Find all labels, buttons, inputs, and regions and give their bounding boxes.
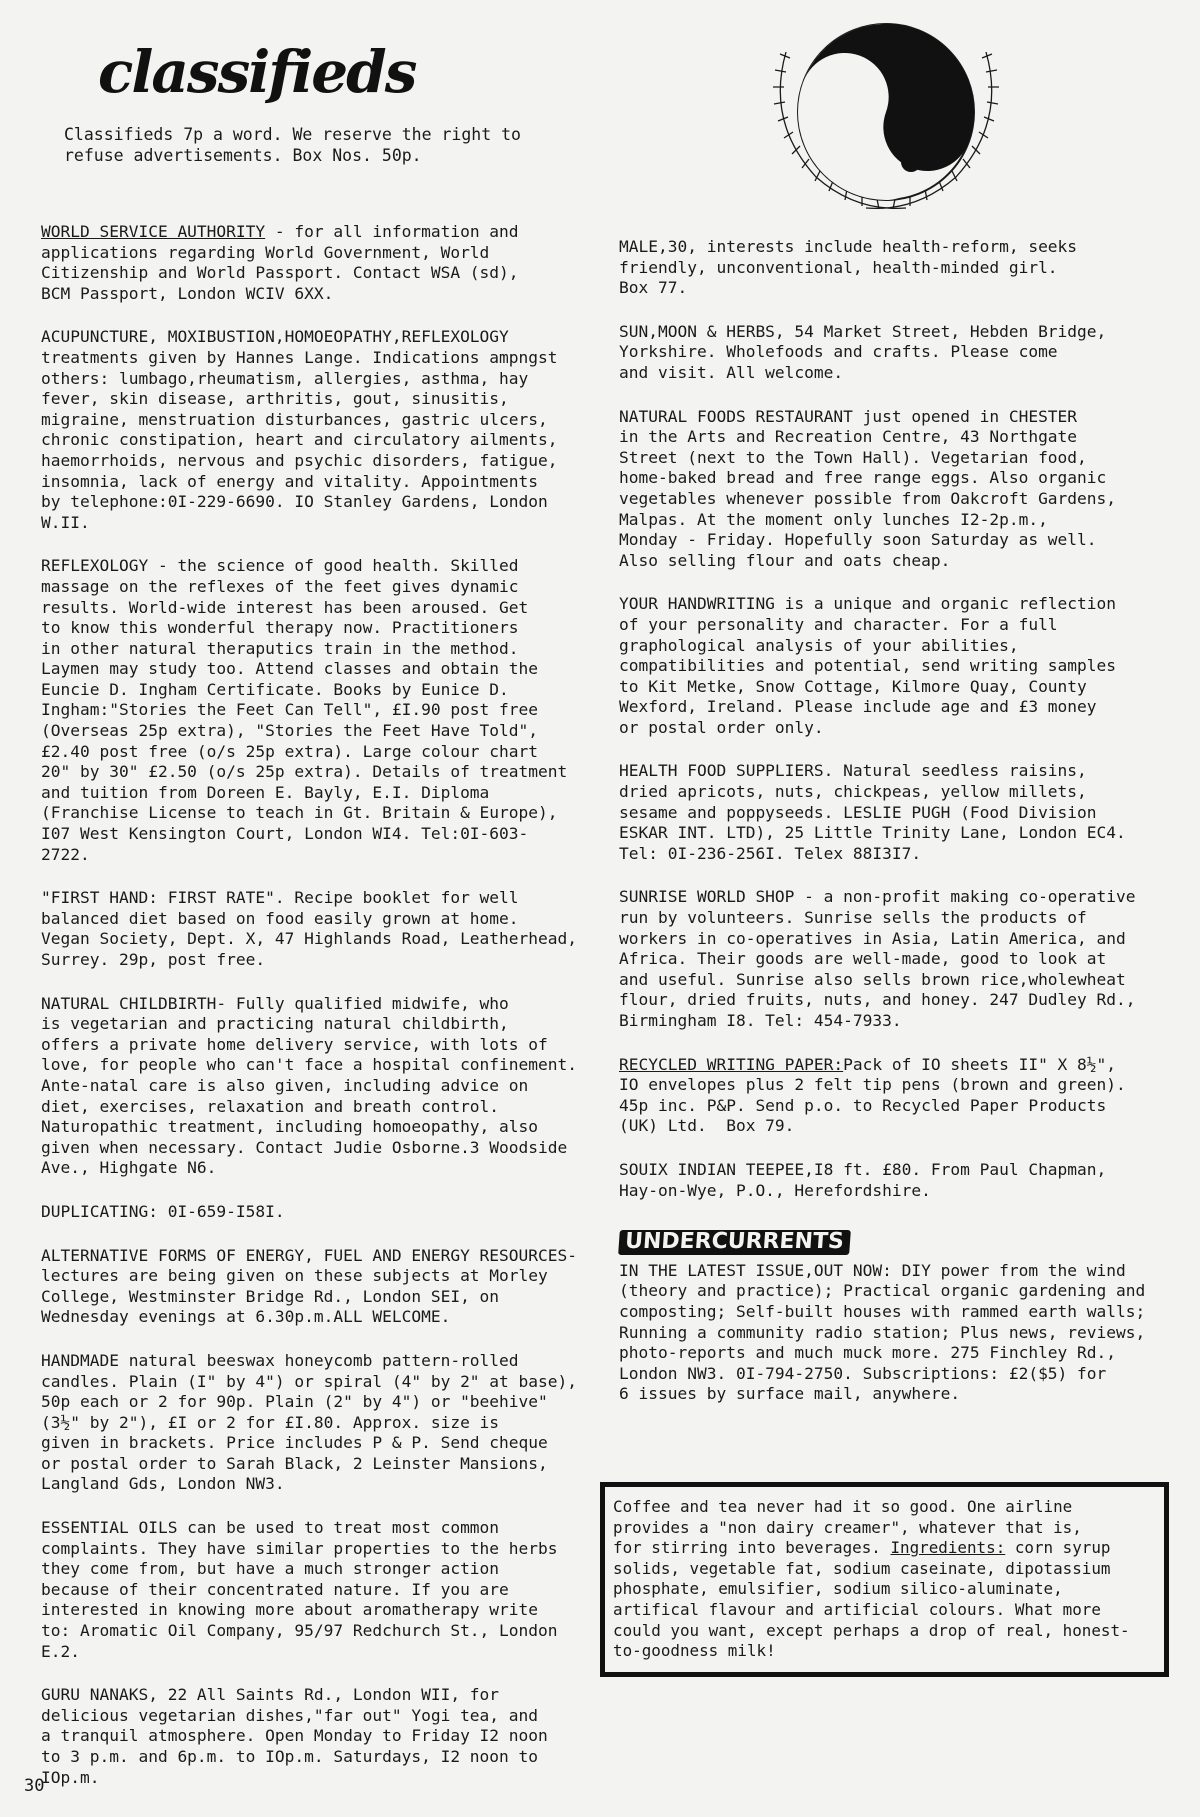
classified-ad: SOUIX INDIAN TEEPEE,I8 ft. £80. From Paul Chapman, Hay-on-Wye, P.O., Herefordshire. — [619, 1159, 1107, 1200]
classified-ad: SUN,MOON & HERBS, 54 Market Street, Hebden Bridge, Yorkshire. Wholefoods and crafts. Please come and visit. All welcome. — [619, 321, 1107, 382]
classified-ad: GURU NANAKS, 22 All Saints Rd., London WII, for delicious vegetarian dishes,"far out" Yogi tea, and a tranquil atmosphere. Open Monday to Friday I2 noon to 3 p.m. and 6p.m. to IOp.m. Saturdays, I2 noon to IOp.m. — [41, 1685, 548, 1787]
classified-ad — [41, 222, 601, 304]
classified-ad: YOUR HANDWRITING is a unique and organic reflection of your personality and character. For a full graphological analysis of your abilities, compatibilities and potential, send writing samples to Kit Metke, Snow Cottage, Kilmore Quay, County Wexford, Ireland. Please include age and £3 money or postal order only. — [619, 594, 1117, 737]
ad-lead: RECYCLED WRITING PAPER: — [619, 1054, 844, 1074]
boxed-note-text: Coffee and tea never had it so good. One airline provides a "non dairy creamer", whatever that is, for stirring into beverages. — [613, 1497, 1082, 1558]
ad-text: - for all information and applications regarding World Government, World Citizenship and World Passport. Contact WSA (sd), BCM Passport, London WCIV 6XX. — [41, 222, 519, 303]
undercurrents-logo: UNDERCURRENTS — [618, 1230, 850, 1255]
boxed-note — [600, 1482, 1169, 1677]
left-column — [41, 222, 601, 1811]
classified-ad: HEALTH FOOD SUPPLIERS. Natural seedless raisins, dried apricots, nuts, chickpeas, yellow millets, sesame and poppyseeds. LESLIE PUGH (Food Division ESKAR INT. LTD), 25 Little Trinity Lane, London EC4. Tel: 0I-236-256I. Telex 88I3I7. — [619, 761, 1126, 863]
classified-ad: DUPLICATING: 0I-659-I58I. — [41, 1201, 285, 1221]
classified-ad: ACUPUNCTURE, MOXIBUSTION,HOMOEOPATHY,REFLEXOLOGY treatments given by Hannes Lange. Indications ampngst others: lumbago,rheumatism, allergies, asthma, hay fever, skin disease, arthritis, gout, sinusitis, migraine, menstruation disturbances, gastric ulcers, chronic constipation, heart and circulatory ailments, haemorrhoids, nervous and psychic disorders, fatigue, insomnia, lack of energy and vitality. Appointments by telephone:0I-229-6690. IO Stanley Gardens, London W.II. — [41, 327, 558, 532]
ingredients-label: Ingredients: — [890, 1538, 1006, 1558]
intro-note: Classifieds 7p a word. We reserve the right to refuse advertisements. Box Nos. 50p. — [64, 125, 521, 165]
classified-ad: NATURAL CHILDBIRTH- Fully qualified midwife, who is vegetarian and practicing natural childbirth, offers a private home delivery service, with lots of love, for people who can't face a hospital confinement. Ante-natal care is also given, including advice on diet, exercises, relaxation and breath control. Naturopathic treatment, including homoeopathy, also given when necessary. Contact Judie Osborne.3 Woodside Ave., Highgate N6. — [41, 993, 578, 1178]
ad-lead: WORLD SERVICE AUTHORITY — [41, 222, 266, 241]
page-number: 30 — [24, 1776, 45, 1796]
yin-yang-wreath-icon — [756, 12, 1016, 222]
classified-ad: ALTERNATIVE FORMS OF ENERGY, FUEL AND ENERGY RESOURCES- lectures are being given on these subjects at Morley College, Westminster Bridge Rd., London SEI, on Wednesday evenings at 6.30p.m.ALL WELCOME. — [41, 1245, 578, 1327]
classified-ad: MALE,30, interests include health-reform, seeks friendly, unconventional, health-minded girl. Box 77. — [619, 237, 1078, 298]
classified-ad: HANDMADE natural beeswax honeycomb pattern-rolled candles. Plain (I" by 4") or spiral (4" by 2" at base), 50p each or 2 for 90p. Plain (2" by 4") or "beehive" (3½" by 2"), £I or 2 for £I.80. Approx. size is given in brackets. Price includes P & P. Send cheque or postal order to Sarah Black, 2 Leinster Mansions, Langland Gds, London NW3. — [41, 1350, 578, 1494]
classified-ad: SUNRISE WORLD SHOP - a non-profit making co-operative run by volunteers. Sunrise sells the products of workers in co-operatives in Asia, Latin America, and Africa. Their goods are well-made, good to look at and useful. Sunrise also sells brown rice,wholewheat flour, dried fruits, nuts, and honey. 247 Dudley Rd., Birmingham I8. Tel: 454-7933. — [619, 887, 1136, 1030]
page-title: classifieds — [98, 38, 416, 106]
classified-ad: REFLEXOLOGY - the science of good health. Skilled massage on the reflexes of the feet gives dynamic results. World-wide interest has been aroused. Get to know this wonderful therapy now. Practitioners in other natural theraputics train in the method. Laymen may study too. Attend classes and obtain the Euncie D. Ingham Certificate. Books by Eunice D. Ingham:"Stories the Feet Can Tell", £I.90 post free (Overseas 25p extra), "Stories the Feet Have Told", £2.40 post free (o/s 25p extra). Large colour chart 20" by 30" £2.50 (o/s 25p extra). Details of treatment and tuition from Doreen E. Bayly, E.I. Diploma (Franchise License to teach in Gt. Britain & Europe), I07 West Kensington Court, London WI4. Tel:0I-603- 2722. — [41, 556, 568, 864]
boxed-note-text: corn syrup solids, vegetable fat, sodium caseinate, dipotassium phosphate, emulsifier, sodium silico-aluminate, artifical flavour and artificial colours. What more could you want, except perhaps a drop of real, honest- to-goodness milk! — [613, 1538, 1130, 1661]
classified-ad: NATURAL FOODS RESTAURANT just opened in CHESTER in the Arts and Recreation Centre, 43 Northgate Street (next to the Town Hall). Vegetarian food, home-baked bread and free range eggs. Also organic vegetables whenever possible from Oakcroft Gardens, Malpas. At the moment only lunches I2-2p.m., Monday - Friday. Hopefully soon Saturday as well. Also selling flour and oats cheap. — [619, 406, 1117, 570]
classified-ad: "FIRST HAND: FIRST RATE". Recipe booklet for well balanced diet based on food easily grown at home. Vegan Society, Dept. X, 47 Highlands Road, Leatherhead, Surrey. 29p, post free. — [41, 888, 578, 969]
right-column — [619, 237, 1179, 1428]
undercurrents-ad: IN THE LATEST ISSUE,OUT NOW: DIY power from the wind (theory and practice); Practical organic gardening and composting; Self-built houses with rammed earth walls; Running a community radio station; Plus news, reviews, photo-reports and much muck more. 275 Finchley Rd., London NW3. 0I-794-2750. Subscriptions: £2($5) for 6 issues by surface mail, anywhere. — [619, 1260, 1146, 1404]
ad-text: Pack of IO sheets II" X 8½", IO envelopes plus 2 felt tip pens (brown and green). 45p inc. P&P. Send p.o. to Recycled Paper Products (UK) Ltd. Box 79. — [619, 1054, 1126, 1136]
classified-ad: ESSENTIAL OILS can be used to treat most common complaints. They have similar properties to the herbs they come from, but have a much stronger action because of their concentrated nature. If you are interested in knowing more about aromatherapy write to: Aromatic Oil Company, 95/97 Redchurch St., London E.2. — [41, 1518, 558, 1661]
classified-ad — [619, 1055, 1179, 1137]
